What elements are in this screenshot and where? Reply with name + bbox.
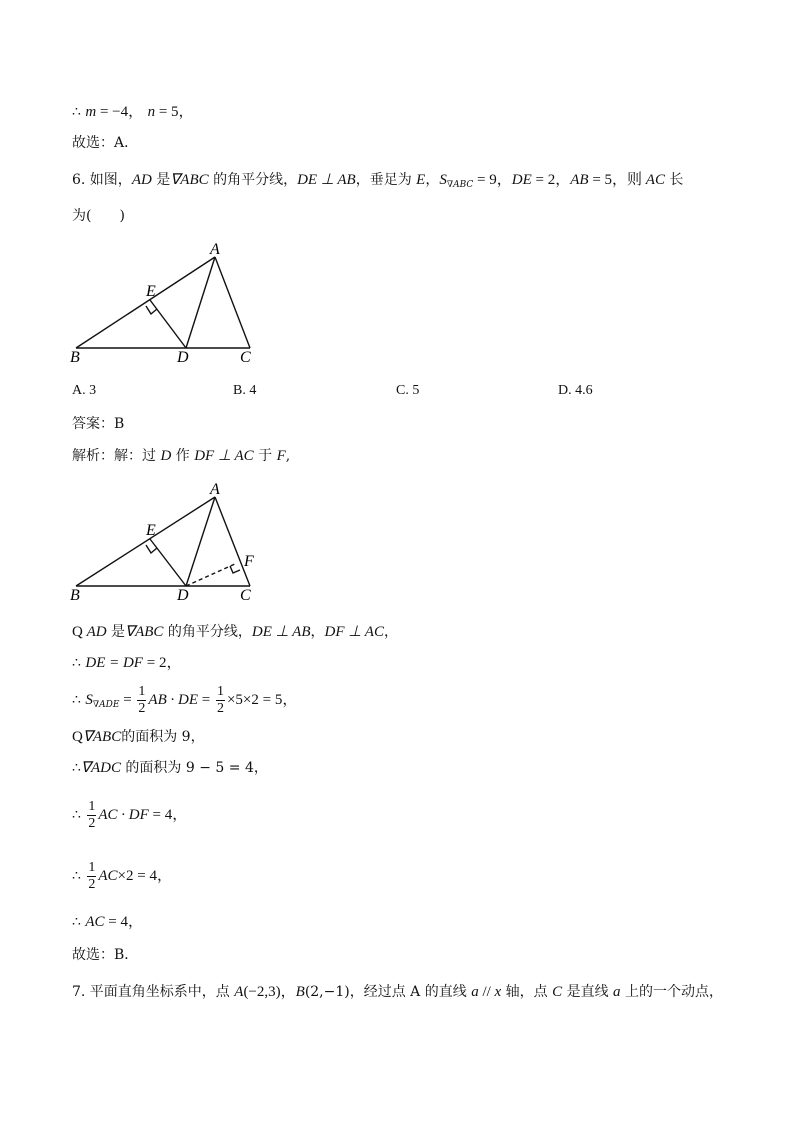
- q6-math: AD: [131, 172, 152, 188]
- label-c: C: [240, 349, 251, 366]
- step-text: = 4，: [148, 807, 188, 823]
- q6-text: = 5，则: [588, 172, 646, 188]
- therefore-symbol: ∴: [72, 868, 86, 884]
- choose-b: 故选：B．: [72, 947, 139, 963]
- q7-math: a: [471, 984, 479, 1000]
- q6-math: AB: [570, 172, 589, 188]
- q6-text: 6. 如图，: [72, 172, 132, 188]
- label-a: A: [210, 241, 220, 258]
- q7-text: (2,−1)，经过点 A 的直线: [304, 984, 472, 1000]
- step-6: [72, 795, 187, 835]
- figure-1-triangle: [60, 238, 280, 370]
- step-text: = 2，: [142, 655, 182, 671]
- q7-math: C: [552, 984, 563, 1000]
- question-7-line1: [72, 982, 723, 1002]
- step-text: ，: [310, 624, 325, 640]
- eq-text: = −4，: [96, 104, 144, 120]
- segment-ba: [76, 497, 215, 586]
- q7-text: 7. 平面直角坐标系中，点: [72, 984, 235, 1000]
- therefore-symbol: ∴: [72, 692, 86, 708]
- q6-sub: ∇ABC: [446, 180, 474, 190]
- because-symbol: Q: [72, 729, 83, 745]
- fraction-den: 2: [88, 815, 96, 831]
- therefore-symbol: ∴: [72, 914, 86, 930]
- segment-df-dashed: [186, 563, 237, 586]
- label-f: F: [244, 553, 254, 570]
- fraction-half: [216, 684, 225, 717]
- step-math: DE ⊥ AB: [251, 624, 311, 640]
- step-math: ∇ADC: [80, 760, 121, 776]
- fraction-num: 1: [216, 683, 224, 699]
- analysis-math: D: [160, 448, 172, 464]
- step-text: =: [197, 692, 214, 708]
- fraction-den: 2: [88, 876, 96, 892]
- step-text: ×5×2 = 5，: [226, 692, 298, 708]
- step-math: DF ⊥ AC: [324, 624, 384, 640]
- option-b[interactable]: B. 4: [233, 383, 257, 398]
- q7-math: B: [295, 984, 305, 1000]
- question-6-line1: [72, 170, 683, 195]
- q6-math: DE: [511, 172, 532, 188]
- var-n: n: [147, 104, 156, 120]
- step-text: 的面积为 9 − 5 = 4，: [120, 760, 268, 776]
- analysis-text: 作: [171, 448, 195, 464]
- analysis-text: 解析：解：过: [72, 448, 161, 464]
- figure-2-triangle: [60, 478, 280, 610]
- label-b: B: [70, 587, 80, 604]
- segment-de: [150, 539, 186, 586]
- q7-text: //: [478, 984, 495, 1000]
- q6-text: = 9，: [473, 172, 512, 188]
- label-d: D: [177, 349, 189, 366]
- q6-text: ，: [425, 172, 440, 188]
- step-text: 的角平分线，: [163, 624, 252, 640]
- label-d: D: [177, 587, 189, 604]
- step-text: = 4，: [104, 914, 143, 930]
- step-math: DE = DF: [85, 655, 143, 671]
- fraction-den: 2: [216, 700, 224, 716]
- analysis-math: DF ⊥ AC: [194, 448, 254, 464]
- step-text: 是: [106, 624, 126, 640]
- segment-ad: [186, 497, 215, 586]
- step-text: =: [119, 692, 136, 708]
- eq-text: = 5，: [155, 104, 194, 120]
- line-m-n: [72, 102, 194, 122]
- segment-de: [150, 300, 186, 348]
- step-sub: ∇ADE: [92, 700, 120, 710]
- q6-text: ，垂足为: [355, 172, 417, 188]
- right-angle-mark-f: [230, 566, 240, 573]
- therefore-symbol: ∴: [72, 807, 86, 823]
- analysis-text: 于: [253, 448, 277, 464]
- analysis-line: [72, 446, 290, 466]
- therefore-symbol: ∴: [72, 760, 81, 776]
- step-math: ∇ABC: [125, 624, 164, 640]
- q6-text: 长: [664, 172, 684, 188]
- option-a[interactable]: A. 3: [72, 383, 97, 398]
- step-4: [72, 727, 205, 747]
- analysis-text: ,: [285, 448, 291, 464]
- because-symbol: Q: [72, 624, 87, 640]
- question-6-line2: 为( ): [72, 208, 125, 224]
- label-c: C: [240, 587, 251, 604]
- step-math: AC: [98, 868, 118, 884]
- q6-text: = 2，: [531, 172, 571, 188]
- q7-math: A: [234, 984, 244, 1000]
- q7-text: (−2,3)，: [243, 984, 296, 1000]
- fraction-num: 1: [88, 859, 96, 875]
- var-m: m: [85, 104, 97, 120]
- therefore-symbol: ∴: [72, 104, 81, 120]
- step-math: AC: [85, 914, 105, 930]
- label-e: E: [146, 283, 156, 300]
- label-a: A: [210, 481, 220, 498]
- step-math: AB · DE: [148, 692, 198, 708]
- step-math: AC · DF: [98, 807, 149, 823]
- fraction-num: 1: [88, 798, 96, 814]
- segment-ad: [186, 257, 215, 348]
- q6-text: 是: [151, 172, 171, 188]
- label-e: E: [146, 522, 156, 539]
- therefore-symbol: ∴: [72, 655, 86, 671]
- q6-math: AC: [645, 172, 665, 188]
- option-d[interactable]: D. 4.6: [558, 383, 593, 398]
- fraction-half: [137, 684, 146, 717]
- step-7: [72, 856, 172, 896]
- step-text: 的面积为 9，: [121, 729, 205, 745]
- step-math: AD: [86, 624, 107, 640]
- q6-text: 的角平分线，: [208, 172, 298, 188]
- segment-ba: [76, 257, 215, 348]
- answer-line: 答案：B: [72, 416, 125, 432]
- choose-a: 故选：A．: [72, 135, 139, 151]
- fraction-num: 1: [138, 683, 146, 699]
- q7-text: 上的一个动点，: [620, 984, 723, 1000]
- q6-math: S: [439, 172, 447, 188]
- q7-math: x: [494, 984, 502, 1000]
- fraction-half: [87, 860, 96, 893]
- step-math: ∇ABC: [82, 729, 122, 745]
- label-b: B: [70, 349, 80, 366]
- fraction-half: [87, 799, 96, 832]
- step-1: [72, 622, 398, 642]
- q7-text: 轴，点: [501, 984, 553, 1000]
- segment-ac: [215, 257, 250, 348]
- q6-math: DE ⊥ AB: [297, 172, 356, 188]
- step-5: [72, 758, 268, 778]
- q6-math: ∇ABC: [170, 172, 209, 188]
- step-3: [72, 680, 297, 720]
- step-text: ×2 = 4，: [117, 868, 172, 884]
- analysis-math: F: [276, 448, 286, 464]
- step-math: S: [85, 692, 93, 708]
- fraction-den: 2: [138, 700, 146, 716]
- options-row: [72, 383, 712, 403]
- step-text: ，: [383, 624, 398, 640]
- option-c[interactable]: C. 5: [396, 383, 420, 398]
- step-2: [72, 653, 181, 673]
- q6-math: E: [416, 172, 426, 188]
- q7-math: a: [613, 984, 621, 1000]
- q7-text: 是直线: [562, 984, 614, 1000]
- step-8: [72, 912, 143, 932]
